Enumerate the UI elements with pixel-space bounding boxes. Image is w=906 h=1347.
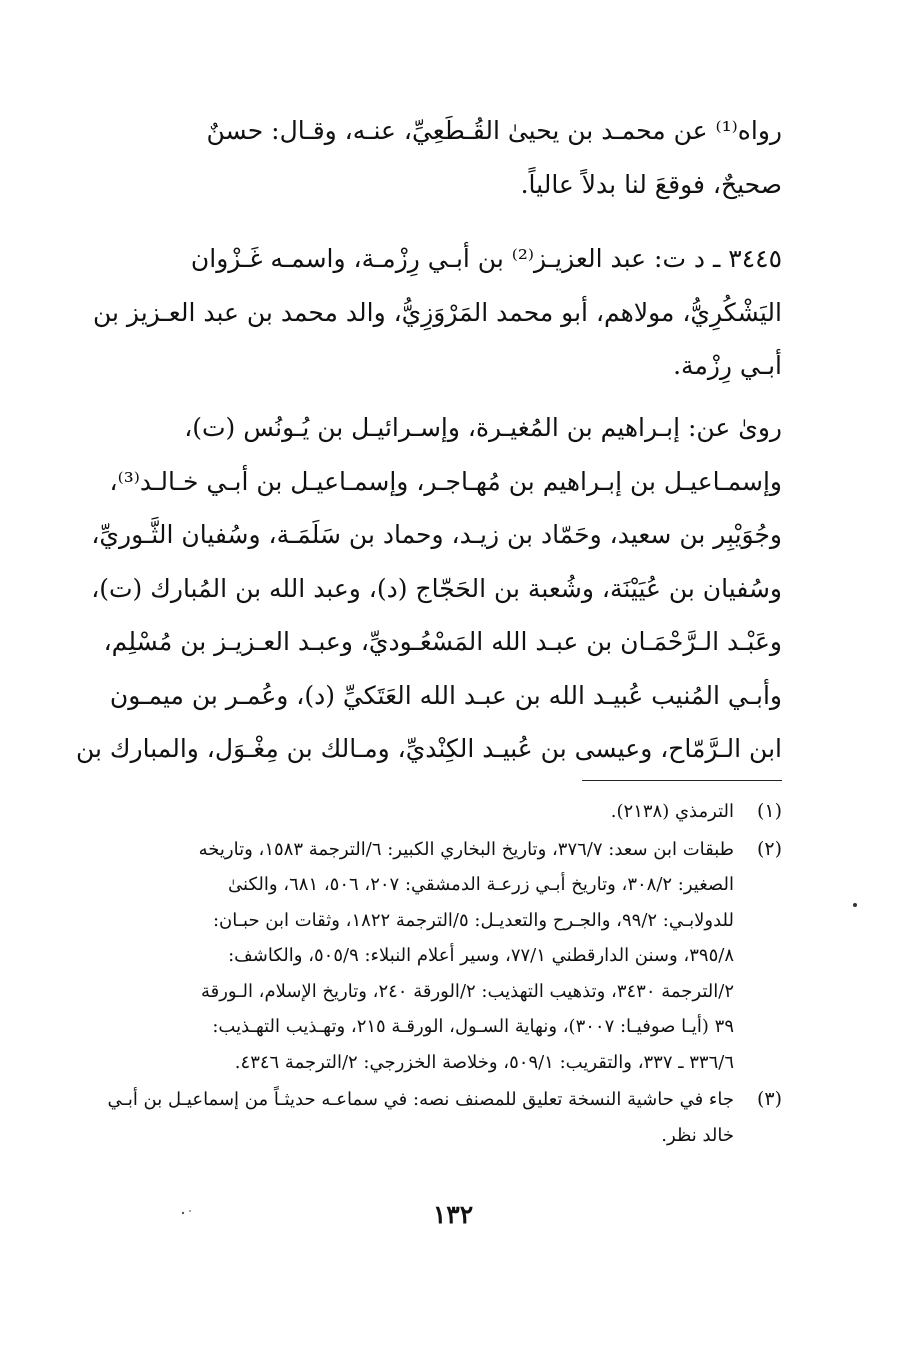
footnote-line: للدولابـي: ٩٩/٢، والجـرح والتعديـل: ٥/الترجمة ١٨٢٢، وثقات ابن حبـان:: [212, 909, 734, 931]
footnote-line: ٣٣٦/٦ ـ ٣٣٧، والتقريب: ٥٠٩/١، وخلاصة الخزرجي: ٢/الترجمة ٤٣٤٦.: [234, 1051, 734, 1073]
footnote-1: [114, 794, 782, 830]
narrated-from-paragraph: [75, 401, 782, 776]
footnote-line: ٢/الترجمة ٣٤٣٠، وتذهيب التهذيب: ٢/الورقة ٢٤٠، وتاريخ الإسلام، الـورقة: [200, 980, 734, 1002]
footnote-line: الصغير: ٣٠٨/٢، وتاريخ أبـي زرعـة الدمشقي: ٢٠٧، ٥٠٦، ٦٨١، والكنىٰ: [228, 874, 734, 895]
text-line: وسُفيان بن عُيَيْنَة، وشُعبة بن الحَجّاج (د)، وعبد الله بن المُبارك (ت)،: [91, 573, 782, 603]
footnote-divider: [582, 780, 782, 781]
text-line: رواه⁽¹⁾ عن محمـد بن يحيىٰ القُـطَعِيِّ، عنـه، وقـال: حسنٌ: [206, 116, 782, 145]
text-line: اليَشْكُرِيُّ، مولاهم، أبو محمد المَرْوَزِيُّ، والد محمد بن عبد العـزيز بن: [92, 297, 782, 327]
text-line: وجُوَيْبِر بن سعيد، وحَمّاد بن زيـد، وحماد بن سَلَمَـة، وسُفيان الثَّـوريِّ،: [91, 520, 782, 549]
footnote-line: ٣٩ (أيـا صوفيـا: ٣٠٠٧)، ونهاية السـول، الورقـة ٢١٥، وتهـذيب التهـذيب:: [212, 1016, 734, 1037]
text-line: وإسمـاعيـل بن إبـراهيم بن مُهـاجـر، وإسمـاعيـل بن أبـي خـالـد⁽³⁾،: [109, 466, 782, 496]
footnote-number: (٣): [756, 1088, 782, 1110]
footnote-body: [108, 1082, 734, 1153]
ink-speck: [853, 903, 857, 907]
footnote-line: ٣٩٥/٨، وسنن الدارقطني ٧٧/١، وسير أعلام النبلاء: ٥٠٥/٩، والكاشف:: [228, 945, 734, 966]
text-line: ابن الـرَّمّاح، وعيسى بن عُبيـد الكِنْديِّ، ومـالك بن مِغْـوَل، والمبارك بن: [75, 734, 782, 763]
text-line: أبـي رِزْمة.: [673, 351, 782, 380]
biography-entry-paragraph: [92, 232, 782, 393]
footnote-body: [114, 794, 734, 830]
footnotes-section: [107, 794, 782, 1155]
footnote-line: خالد نظر.: [661, 1124, 734, 1146]
footnote-number: (١): [756, 800, 782, 822]
footnote-line: جاء في حاشية النسخة تعليق للمصنف نصه: في سماعـه حديثـاً من إسماعيـل بن أبـي: [107, 1089, 734, 1110]
footnote-line: طبقات ابن سعد: ٣٧٦/٧، وتاريخ البخاري الكبير: ٦/الترجمة ١٥٨٣، وتاريخه: [198, 838, 734, 860]
footnote-3: [107, 1082, 782, 1153]
text-line: وعَبْـد الـرَّحْمَـان بن عبـد الله المَسْعُـوديِّ، وعبـد العـزيـز بن مُسْلِم،: [103, 627, 782, 656]
text-line: روىٰ عن: إبـراهيم بن المُغيـرة، وإسـرائيـل بن يُـونُس (ت)،: [184, 413, 782, 442]
page-number: ١٣٢: [432, 1200, 474, 1229]
text-line: صحيحٌ، فوقعَ لنا بدلاً عالياً.: [520, 169, 782, 199]
text-line: ٣٤٤٥ ـ د ت: عبد العزيـز⁽²⁾ بن أبـي رِزْمـة، واسمـه غَـزْوان: [190, 244, 782, 273]
narration-paragraph: [114, 104, 782, 211]
footnote-line: الترمذي (٢١٣٨).: [610, 801, 734, 822]
footnote-2: [114, 832, 782, 1081]
footnote-number: (٢): [756, 837, 782, 860]
text-line: وأبـي المُنيب عُبيـد الله بن عبـد الله العَتَكيِّ (د)، وعُمـر بن ميمـون: [109, 680, 782, 710]
footnote-body: [114, 832, 734, 1081]
